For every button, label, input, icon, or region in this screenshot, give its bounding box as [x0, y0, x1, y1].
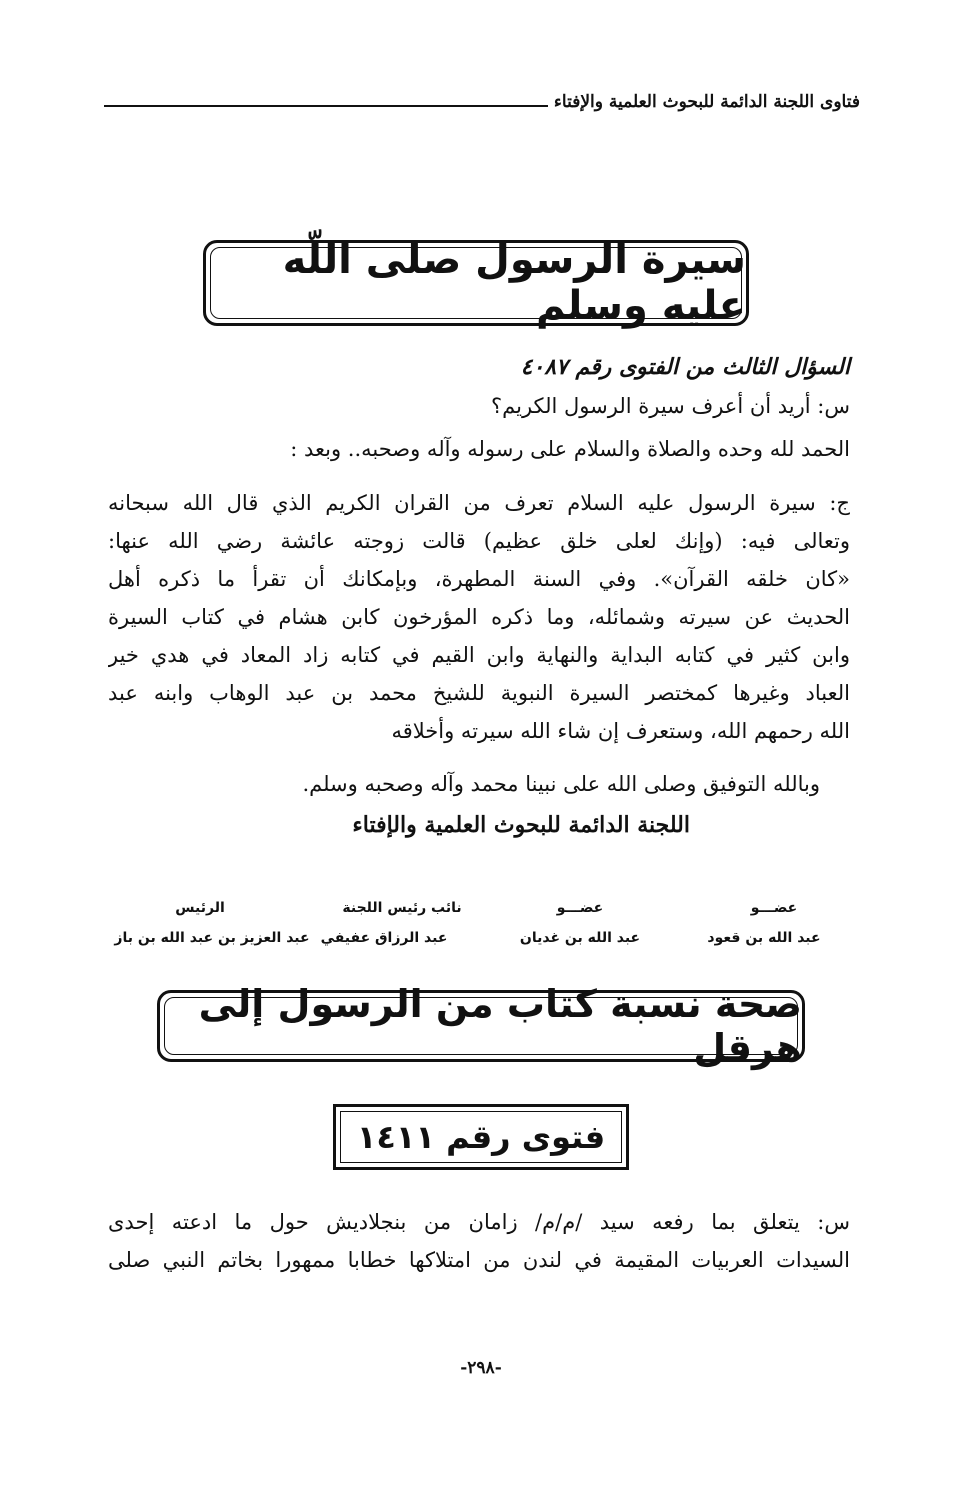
section-title: سيرة الرسول صلى اللّه عليه وسلم [282, 237, 746, 329]
section-title-box [157, 982, 805, 1070]
question-heading: السؤال الثالث من الفتوى رقم ٤٠٨٧ [520, 354, 850, 380]
signatory-role: عضـــو [556, 900, 604, 916]
answer-line: وابن كثير في كتابه البداية والنهاية وابن القيم في كتابه زاد المعاد في هدي خير [108, 643, 850, 667]
answer-paragraph [108, 484, 850, 750]
running-title: فتاوى اللجنة الدائمة للبحوث العلمية والإفتاء [553, 92, 860, 112]
page-number: -٢٩٨- [460, 1358, 502, 1378]
praise-line: الحمد لله وحده والصلاة والسلام على رسوله وآله وصحبه.. وبعد : [290, 437, 850, 461]
committee-name: اللجنة الدائمة للبحوث العلمية والإفتاء [352, 812, 690, 838]
running-header [104, 92, 860, 112]
answer-line: ج: سيرة الرسول عليه السلام تعرف من القران الكريم الذي قال الله سبحانه [108, 491, 850, 515]
signatory-name: عبد الرزاق عفيفي [320, 930, 448, 946]
signatory-role: الرئيس [175, 900, 225, 916]
answer-line: العباد وغيرها كمختصر السيرة النبوية للشيخ محمد بن عبد الوهاب وابنه عبد [108, 681, 850, 705]
question-text: س: أريد أن أعرف سيرة الرسول الكريم؟ [490, 394, 850, 418]
signatory-role: عضـــو [750, 900, 798, 916]
question-paragraph [108, 1203, 850, 1279]
fatwa-number: فتوى رقم ١٤١١ [356, 1118, 606, 1156]
question-line: س: يتعلق بما رفعه سيد /م/م/ زامان من بنجلاديش حول ما ادعته إحدى [108, 1210, 850, 1234]
header-rule [104, 105, 548, 107]
signatory-role: نائب رئيس اللجنة [342, 900, 462, 916]
section-title-box [203, 237, 749, 329]
signatory-name: عبد الله بن غديان [519, 930, 641, 946]
question-line: السيدات العربيات المقيمة في لندن من امتلاكها خطابا ممهورا بخاتم النبي صلى [108, 1248, 850, 1272]
answer-line: الله رحمهم الله، وستعرف إن شاء الله سيرته وأخلاقه [391, 719, 850, 743]
answer-line: وتعالى فيه: (وإنك لعلى خلق عظيم) قالت زوجته عائشة رضي الله عنها: [108, 529, 850, 553]
fatwa-number-box [333, 1104, 629, 1170]
closing-line: وبالله التوفيق وصلى الله على نبينا محمد وآله وصحبه وسلم. [302, 772, 820, 796]
answer-line: الحديث عن سيرته وشمائله، وما ذكره المؤرخون كابن هشام في كتاب السيرة [108, 605, 850, 629]
section-title: صحة نسبة كتاب من الرسول إلى هرقل [198, 982, 802, 1070]
signatory-name: عبد الله بن قعود [707, 930, 821, 946]
signatory-name: عبد العزيز بن عبد الله بن باز [114, 930, 310, 946]
answer-line: «كان خلقه القرآن». وفي السنة المطهرة، وبإمكانك أن تقرأ ما ذكره أهل [108, 567, 850, 591]
